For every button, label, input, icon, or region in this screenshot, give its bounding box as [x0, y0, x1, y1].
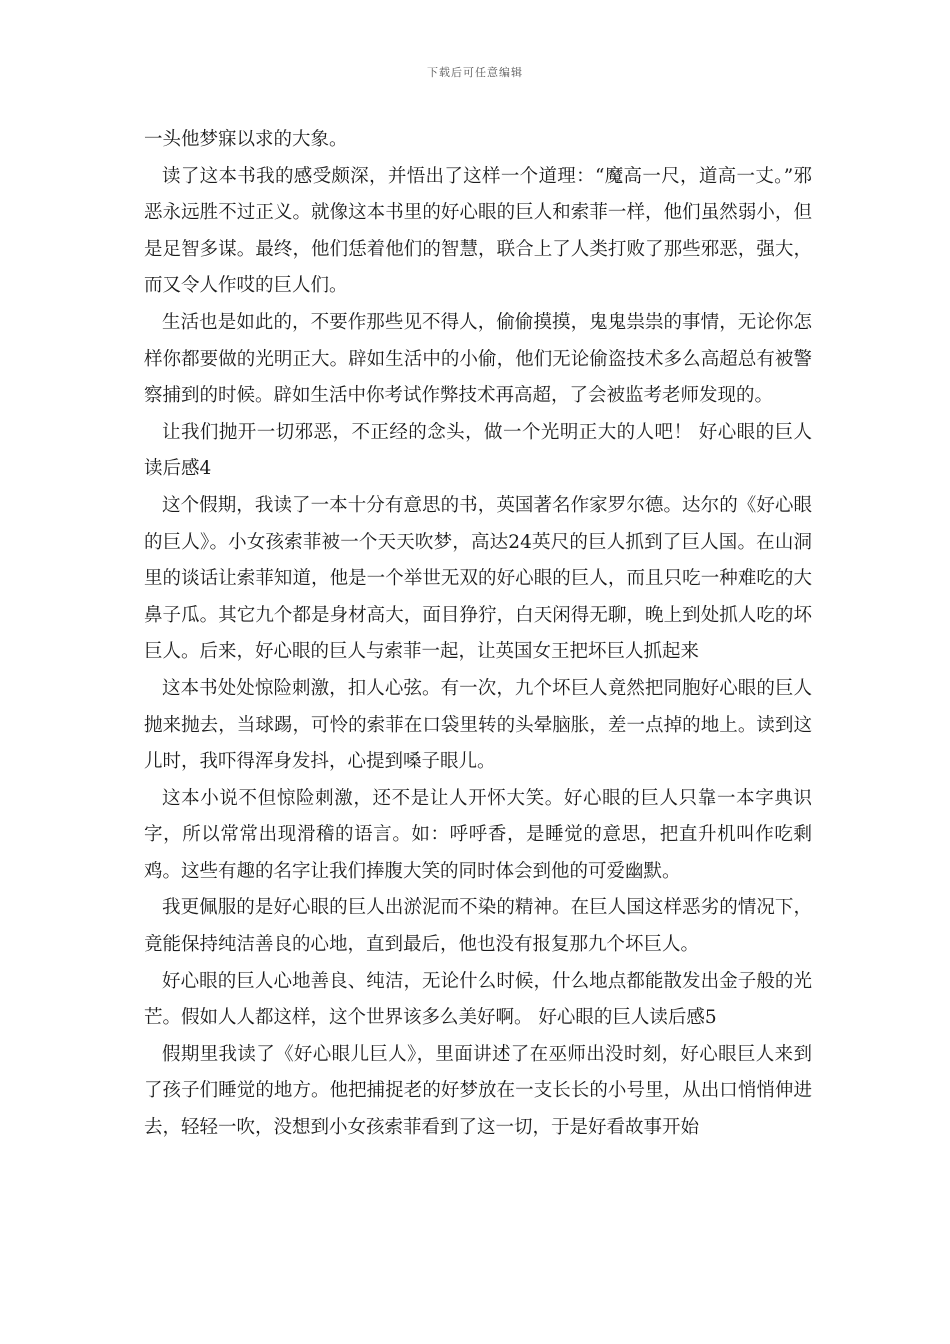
paragraph-1: 一头他梦寐以求的大象。: [144, 129, 348, 150]
paragraph-6: 这本书处处惊险刺激，扣人心弦。有一次，九个坏巨人竟然把同胞好心眼的巨人抛来抛去，当球踢，可怜的索菲在口袋里转的头晕脑胀，差一点掉的地上。读到这儿时，我吓得浑身发抖，心提到嗓子眼儿。: [144, 677, 812, 773]
paragraph-4: 让我们抛开一切邪恶，不正经的念头，做一个光明正大的人吧！ 好心眼的巨人读后感4: [144, 421, 812, 480]
paragraph-2: 读了这本书我的感受颇深，并悟出了这样一个道理：“魔高一尺，道高一丈。”邪恶永远胜不过正义。就像这本书里的好心眼的巨人和索菲一样，他们虽然弱小，但是足智多谋。最终，他们恁着他们的智慧，联合上了人类打败了那些邪恶，强大，而又令人作哎的巨人们。: [144, 165, 812, 297]
document-body: [144, 122, 812, 1147]
paragraph-3: 生活也是如此的，不要作那些见不得人，偷偷摸摸，鬼鬼祟祟的事情，无论你怎样你都要做的光明正大。辟如生活中的小偷，他们无论偷盗技术多么高超总有被警察捕到的时候。辟如生活中你考试作弊技术再高超，了会被监考老师发现的。: [144, 311, 812, 407]
paragraph-7: 这本小说不但惊险刺激，还不是让人开怀大笑。好心眼的巨人只靠一本字典识字，所以常常出现滑稽的语言。如：呼呼香，是睡觉的意思，把直升机叫作吃剩鸡。这些有趣的名字让我们捧腹大笑的同时体会到他的可爱幽默。: [144, 787, 812, 882]
paragraph-9: 好心眼的巨人心地善良、纯洁，无论什么时候，什么地点都能散发出金子般的光芒。假如人人都这样，这个世界该多么美好啊。 好心眼的巨人读后感5: [144, 970, 812, 1029]
page-header: 下载后可任意编辑: [427, 66, 523, 79]
paragraph-8: 我更佩服的是好心眼的巨人出淤泥而不染的精神。在巨人国这样恶劣的情况下，竟能保持纯洁善良的心地，直到最后，他也没有报复那九个坏巨人。: [144, 897, 812, 956]
paragraph-10: 假期里我读了《好心眼儿巨人》，里面讲述了在巫师出没时刻，好心眼巨人来到了孩子们睡觉的地方。他把捕捉老的好梦放在一支长长的小号里，从出口悄悄伸进去，轻轻一吹，没想到小女孩索菲看到了这一切，于是好看故事开始: [144, 1043, 812, 1139]
paragraph-5: 这个假期，我读了一本十分有意思的书，英国著名作家罗尔德。达尔的《好心眼的巨人》。小女孩索菲被一个天天吹梦，高达24英尺的巨人抓到了巨人国。在山洞里的谈话让索菲知道，他是一个举世无双的好心眼的巨人，而且只吃一种难吃的大鼻子瓜。其它九个都是身材高大，面目狰狞，白天闲得无聊，晚上到处抓人吃的坏巨人。后来，好心眼的巨人与索菲一起，让英国女王把坏巨人抓起来: [144, 494, 812, 663]
